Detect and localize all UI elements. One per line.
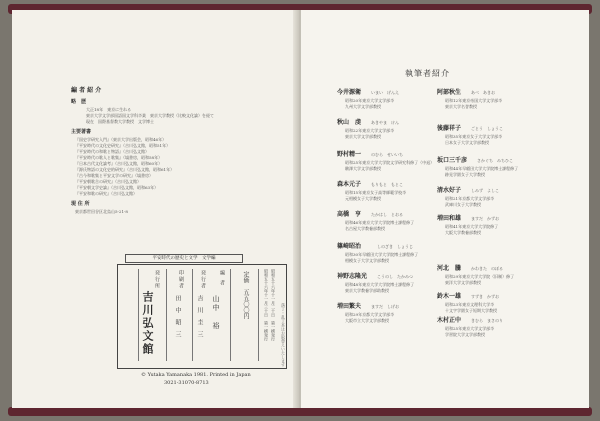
book-cover-bottom-edge — [8, 407, 592, 416]
colophon-book-title: 平安時代の歴史と文学 文学編 — [125, 254, 243, 263]
contributor-name: 今井源衛 — [337, 89, 362, 96]
works-heading: 主要著書 — [71, 129, 92, 135]
contributor-kana: すずき かずお — [471, 294, 500, 299]
contributor-line: 名古屋大学教養部教授 — [345, 226, 385, 231]
contributor-line: 東京大学教養学部助教授 — [345, 288, 389, 293]
contributor-name: 後藤祥子 — [437, 125, 462, 132]
contributor-line: 昭和12年東京帝国大学文学部卒 — [445, 98, 503, 103]
contributor-kana: ますだ かずお — [471, 216, 499, 221]
address-text: 東京都世田谷区北烏山5-21-8 — [75, 209, 128, 214]
contributor-line: 駒澤大学文学部教授 — [345, 166, 381, 171]
colophon-printer-name: 田 中 昭 三 — [174, 295, 181, 337]
colophon-date-line: 昭和五十六年十一月三十日 第一刷発行 — [264, 269, 269, 341]
contributor-name: 神野志隆光 — [337, 273, 368, 280]
right-page — [301, 10, 589, 408]
contributor-name: 木村正中 — [437, 317, 462, 324]
contributor-name: 篠崎昭治 — [337, 243, 362, 250]
works-item: 『平安和歌の研究』（吉川弘文館） — [75, 191, 137, 196]
contributor-kana: ごとう しょうこ — [471, 126, 503, 131]
contributor-line: 相模女子大学文学部教授 — [345, 258, 389, 263]
contributor-line: 昭和22年東京大学文学部卒 — [345, 128, 395, 133]
contributor-kana: たかはし とおる — [371, 212, 403, 217]
works-item: 『平安朝歌合の研究』（吉川弘文館） — [75, 179, 141, 184]
contributor-line: 昭和15年東京女子高等師範学校卒 — [345, 190, 407, 195]
colophon-box — [117, 264, 287, 369]
colophon-note: 落丁・乱丁本はお取替えいたします — [281, 303, 286, 367]
colophon-price: 定価 五五〇〇円 — [242, 271, 249, 319]
works-item: 『平安時代の文化史研究』（吉川弘文館，昭和51年） — [75, 143, 171, 148]
contributor-line: 大阪大学教養部教授 — [445, 230, 481, 235]
contributor-name: 河北 騰 — [437, 265, 462, 272]
contributor-line: 昭和29年京都大学文学部卒 — [345, 312, 395, 317]
contributor-line: 東京大学文学部教授 — [345, 134, 381, 139]
contributors-title: 執筆者紹介 — [405, 69, 450, 78]
contributor-kana: さかぐち みちひこ — [477, 158, 513, 163]
works-item: 『平安時代の和歌と物語』（吉川弘文館） — [75, 149, 149, 154]
contributor-kana: ますだ しげお — [371, 304, 399, 309]
contributor-line: 昭和23年東京文理科大学卒 — [445, 302, 495, 307]
colophon-publisher-label: 発 行 者 — [200, 270, 206, 289]
contributor-line: 昭和46年東京大学大学院博士課程修了 — [345, 220, 415, 225]
contributor-name: 清水好子 — [437, 187, 462, 194]
colophon-editor-label: 編 者 — [219, 270, 225, 285]
contributor-kana: かわきた のぼる — [471, 266, 503, 271]
colophon-date-line: 昭和五十六年十一月二十日 第一刷発行 — [271, 269, 276, 341]
contributor-line: 昭和44年早稲田大学大学院博士課程修了 — [445, 166, 519, 171]
contributor-line: 日本女子大学文学部教授 — [445, 140, 489, 145]
contributor-line: 昭和21年京都大学文学部卒 — [445, 196, 495, 201]
contributor-kana: あべ あきお — [471, 90, 495, 95]
contributor-line: 武庫川女子大学教授 — [445, 202, 481, 207]
copyright-line: © Yutaka Yamanaka 1981. Printed in Japan — [141, 372, 251, 378]
contributor-name: 高橋 亨 — [337, 211, 362, 218]
contributor-name: 森本元子 — [337, 181, 362, 188]
works-item: 『平安時代の歌人と歌集』（塙書房，昭和58年） — [75, 155, 163, 160]
contributor-kana: いまい げんえ — [371, 90, 399, 95]
colophon-publisher-person: 吉 川 圭 三 — [196, 295, 203, 337]
contributor-kana: きむら まさのり — [471, 318, 503, 323]
contributor-line: 東京大学名誉教授 — [445, 104, 477, 109]
contributor-name: 坂口三千彦 — [437, 157, 468, 164]
contributor-kana: しみず よしこ — [471, 188, 499, 193]
contributor-name: 野村精一 — [337, 151, 362, 158]
bio-line: 現在 国際基督教大学教授 文学博士 — [86, 119, 154, 124]
contributor-kana: あきやま けん — [371, 120, 399, 125]
contributor-line: 学習院大学文学部教授 — [445, 332, 485, 337]
contributor-line: 東洋大学文学部教授 — [445, 280, 481, 285]
contributor-kana: もりもと もとこ — [371, 182, 403, 187]
works-item: 『源氏物語の文化史的研究』（吉川弘文館，昭和61年） — [75, 167, 175, 172]
contributor-line: 昭和30年早稲田大学大学院博士課程修了 — [345, 252, 419, 257]
works-item: 『古今和歌集と平安文学の研究』（塙書房） — [75, 173, 153, 178]
contributor-line: 跡見学園女子大学教授 — [445, 172, 485, 177]
contributor-line: 昭和41年東京大学大学院修了 — [445, 224, 499, 229]
address-heading: 現 住 所 — [71, 201, 90, 207]
contributor-line: 十文字学園女子短期大学教授 — [445, 308, 497, 313]
contributor-kana: のむら せいいち — [371, 152, 403, 157]
contributor-name: 鈴木一雄 — [437, 293, 462, 300]
contributor-kana: こうのし たかみつ — [377, 274, 413, 279]
editor-section-title: 編 者 紹 介 — [71, 87, 102, 94]
contributor-line: 九州大学文学部教授 — [345, 104, 381, 109]
contributor-line: 昭和29年東京大学大学院（旧制）修了 — [445, 274, 515, 279]
works-item: 『平安朝文学史論』（吉川弘文館，昭和63年） — [75, 185, 159, 190]
contributor-line: 昭和25年東京大学文学部卒 — [445, 326, 495, 331]
contributor-line: 昭和48年東京大学大学院博士課程修了 — [345, 282, 415, 287]
works-item: 『日本古代文化論考』（吉川弘文館，昭和60年） — [75, 161, 163, 166]
contributor-name: 秋山 虔 — [337, 119, 362, 126]
contributor-line: 昭和25年東京大学大学院文学研究科修了（中退） — [345, 160, 435, 165]
contributor-name: 阿部秋生 — [437, 89, 462, 96]
colophon-publisher-name: 吉川弘文館 — [141, 291, 154, 356]
contributor-name: 増田和雄 — [437, 215, 462, 222]
colophon-issuer-label: 発 行 所 — [154, 270, 160, 289]
contributor-kana: しのざき しょうじ — [377, 244, 413, 249]
contributor-line: 昭和35年東京女子大学文学部卒 — [445, 134, 503, 139]
colophon-editor-name: 山中 裕 — [212, 295, 220, 331]
contributor-line: 元相模女子大学教授 — [345, 196, 381, 201]
bio-heading: 略 歴 — [71, 99, 87, 105]
contributor-line: 大阪市立大学文学部教授 — [345, 318, 389, 323]
colophon-printer-label: 印 刷 者 — [178, 270, 184, 289]
contributor-name: 増田繁夫 — [337, 303, 362, 310]
contributor-line: 昭和20年東京大学文学部卒 — [345, 98, 395, 103]
works-item: 『国史学研究入門』（東京大学出版会，昭和46年） — [75, 137, 167, 142]
bio-line: 大正18年 東京に生れる — [86, 107, 132, 112]
left-page — [12, 10, 299, 408]
isbn-line: 3021-31070-8713 — [164, 380, 209, 386]
bio-line: 東京大学文学部国語国文学科卒業 東京大学教授（比較文化論）を経て — [86, 113, 214, 118]
